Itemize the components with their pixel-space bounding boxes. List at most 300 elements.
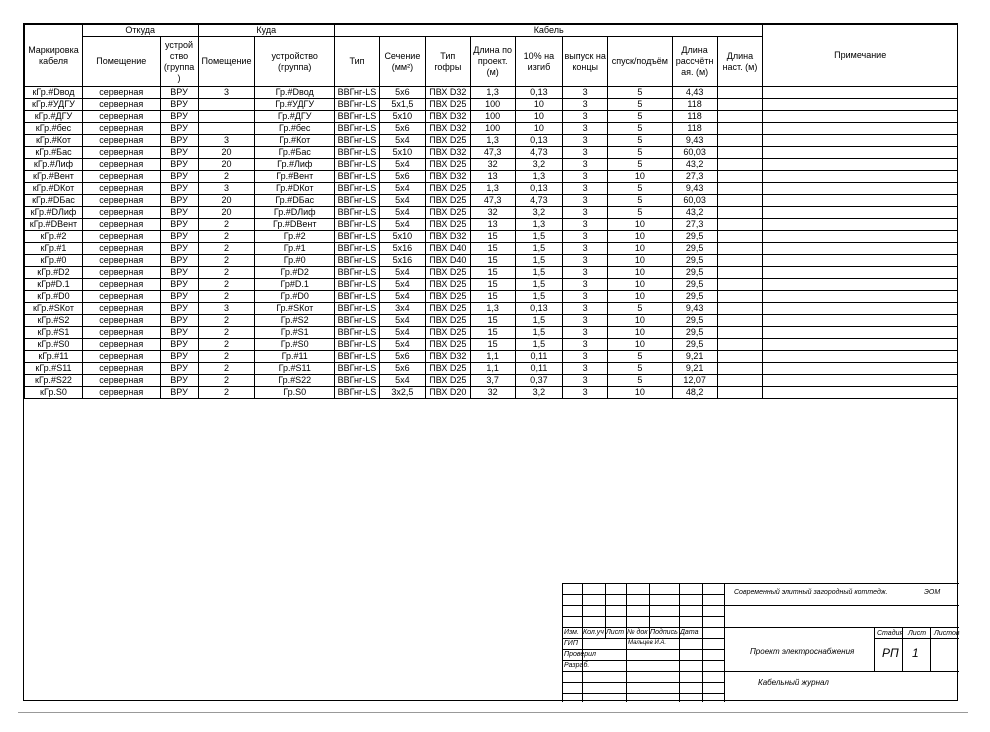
table-cell: 3	[563, 147, 608, 159]
table-cell: 4,73	[515, 195, 563, 207]
table-cell: 1,5	[515, 243, 563, 255]
table-cell-empty	[717, 327, 763, 339]
table-cell: ВРУ	[160, 267, 198, 279]
table-cell: Гр.#DКот	[255, 183, 335, 195]
stamp-stage: РП	[882, 646, 899, 660]
table-cell-empty	[717, 231, 763, 243]
table-cell-empty	[717, 111, 763, 123]
table-cell: 3х2,5	[379, 387, 425, 399]
table-cell: 3	[563, 135, 608, 147]
table-cell: 0,37	[515, 375, 563, 387]
table-cell: 3х4	[379, 303, 425, 315]
table-cell: 3	[563, 315, 608, 327]
table-cell: 43,2	[672, 207, 717, 219]
header-length-real: Длина наст. (м)	[717, 37, 763, 87]
table-cell: ВВГнг-LS	[335, 99, 380, 111]
table-row	[25, 291, 958, 303]
table-cell: серверная	[82, 351, 160, 363]
table-cell: серверная	[82, 315, 160, 327]
table-cell: 15	[470, 279, 515, 291]
table-cell: ВРУ	[160, 243, 198, 255]
title-block	[562, 583, 959, 702]
table-cell: 5х4	[379, 375, 425, 387]
table-cell: 0,13	[515, 87, 563, 99]
table-cell: кГр.#0	[25, 255, 83, 267]
table-cell: серверная	[82, 243, 160, 255]
header-to-room: Помещение	[198, 37, 255, 87]
table-cell: 1,3	[515, 171, 563, 183]
table-cell: 10	[608, 267, 673, 279]
table-cell: 3	[563, 279, 608, 291]
table-cell: 0,11	[515, 363, 563, 375]
table-cell: Гр.#SКот	[255, 303, 335, 315]
table-cell: ПВХ D40	[425, 243, 470, 255]
table-cell-remarks	[763, 291, 957, 303]
table-cell: 5	[608, 87, 673, 99]
table-cell: 20	[198, 159, 255, 171]
table-cell: 2	[198, 351, 255, 363]
stamp-sign: Подпись	[650, 629, 678, 636]
table-cell: кГр.#1	[25, 243, 83, 255]
table-cell-empty	[717, 123, 763, 135]
table-cell: 3	[563, 351, 608, 363]
header-bend: 10% на изгиб	[515, 37, 563, 87]
table-cell: ВРУ	[160, 303, 198, 315]
drawing-sheet	[23, 23, 958, 701]
table-cell-empty	[717, 375, 763, 387]
table-cell-remarks	[763, 183, 957, 195]
table-cell: 1,3	[470, 183, 515, 195]
table-cell: 5	[608, 351, 673, 363]
table-cell: Гр.#ДГУ	[255, 111, 335, 123]
table-cell: 2	[198, 339, 255, 351]
table-cell-empty	[717, 267, 763, 279]
table-cell: ВВГнг-LS	[335, 279, 380, 291]
table-cell: 5х4	[379, 279, 425, 291]
table-cell: 3	[563, 99, 608, 111]
table-cell: Гр.#Dвод	[255, 87, 335, 99]
table-cell: кГр.#11	[25, 351, 83, 363]
table-cell: 9,21	[672, 351, 717, 363]
table-row	[25, 111, 958, 123]
table-cell: кГр.#DБас	[25, 195, 83, 207]
table-cell-empty	[717, 219, 763, 231]
table-cell: ВРУ	[160, 255, 198, 267]
stamp-list: Лист	[606, 629, 625, 636]
table-cell: ПВХ D32	[425, 351, 470, 363]
table-cell: 1,3	[470, 303, 515, 315]
table-cell: Гр.#Вент	[255, 171, 335, 183]
table-cell: 3	[563, 291, 608, 303]
table-cell-empty	[717, 171, 763, 183]
table-cell: 5х4	[379, 291, 425, 303]
table-cell: 2	[198, 387, 255, 399]
table-cell: 100	[470, 111, 515, 123]
table-cell: ПВХ D20	[425, 387, 470, 399]
table-cell: серверная	[82, 123, 160, 135]
table-cell: 2	[198, 363, 255, 375]
table-cell-empty	[717, 135, 763, 147]
table-cell: 10	[608, 339, 673, 351]
table-row	[25, 159, 958, 171]
table-cell: ПВХ D32	[425, 171, 470, 183]
table-cell: 5х4	[379, 207, 425, 219]
table-cell: 15	[470, 255, 515, 267]
table-row	[25, 363, 958, 375]
header-marking: Маркировка кабеля	[25, 25, 83, 87]
table-cell: ПВХ D25	[425, 291, 470, 303]
table-cell: ВВГнг-LS	[335, 351, 380, 363]
table-cell: 1,1	[470, 363, 515, 375]
table-cell: кГр#D.1	[25, 279, 83, 291]
table-cell: 5	[608, 207, 673, 219]
table-cell: 10	[515, 99, 563, 111]
table-row	[25, 279, 958, 291]
table-cell-empty	[717, 291, 763, 303]
table-row	[25, 183, 958, 195]
table-cell: 3	[563, 183, 608, 195]
table-cell: ВВГнг-LS	[335, 291, 380, 303]
table-cell: 5	[608, 303, 673, 315]
table-cell-empty	[717, 363, 763, 375]
table-cell-remarks	[763, 243, 957, 255]
table-cell: 5	[608, 111, 673, 123]
table-cell-remarks	[763, 207, 957, 219]
stamp-izm: Изм.	[564, 629, 579, 636]
table-cell: 3	[198, 87, 255, 99]
table-cell: ВВГнг-LS	[335, 111, 380, 123]
header-updown: спуск/подъём	[608, 37, 673, 87]
cable-journal-table	[24, 24, 957, 399]
table-cell: Гр.#S2	[255, 315, 335, 327]
table-cell: 118	[672, 123, 717, 135]
table-cell: 10	[608, 387, 673, 399]
table-cell: ПВХ D25	[425, 339, 470, 351]
table-cell: ВРУ	[160, 279, 198, 291]
table-cell: 2	[198, 315, 255, 327]
table-cell: 13	[470, 219, 515, 231]
table-cell: 10	[608, 291, 673, 303]
table-cell: серверная	[82, 195, 160, 207]
table-cell: 3	[563, 219, 608, 231]
table-cell: серверная	[82, 291, 160, 303]
table-cell: ВВГнг-LS	[335, 255, 380, 267]
table-cell: ВВГнг-LS	[335, 159, 380, 171]
table-cell: серверная	[82, 159, 160, 171]
table-cell: кГр.#S1	[25, 327, 83, 339]
table-cell: 3,7	[470, 375, 515, 387]
table-cell: серверная	[82, 375, 160, 387]
table-row	[25, 195, 958, 207]
table-cell: серверная	[82, 279, 160, 291]
table-cell: 32	[470, 207, 515, 219]
table-cell-remarks	[763, 363, 957, 375]
table-cell: Гр.#Бас	[255, 147, 335, 159]
table-cell: 13	[470, 171, 515, 183]
table-cell: ПВХ D25	[425, 207, 470, 219]
table-cell: ВРУ	[160, 111, 198, 123]
table-cell: кГр.#бес	[25, 123, 83, 135]
table-cell: ПВХ D25	[425, 279, 470, 291]
table-cell: ВВГнг-LS	[335, 375, 380, 387]
table-cell-remarks	[763, 147, 957, 159]
table-cell: ВВГнг-LS	[335, 219, 380, 231]
table-cell: 1,5	[515, 267, 563, 279]
table-cell: ВВГнг-LS	[335, 183, 380, 195]
table-cell-empty	[717, 243, 763, 255]
table-cell: серверная	[82, 147, 160, 159]
table-row	[25, 315, 958, 327]
table-row	[25, 255, 958, 267]
table-cell: 5	[608, 159, 673, 171]
table-cell: Гр.#S0	[255, 339, 335, 351]
table-cell: 5	[608, 195, 673, 207]
table-cell-empty	[717, 87, 763, 99]
table-cell: Гр.#2	[255, 231, 335, 243]
table-cell: серверная	[82, 219, 160, 231]
table-cell: 15	[470, 231, 515, 243]
table-cell: 5х10	[379, 231, 425, 243]
table-cell: 29,5	[672, 243, 717, 255]
table-cell: кГр.S0	[25, 387, 83, 399]
table-cell: кГр.#D0	[25, 291, 83, 303]
table-cell-remarks	[763, 111, 957, 123]
table-cell: 27,3	[672, 171, 717, 183]
table-cell-remarks	[763, 219, 957, 231]
table-cell: ВРУ	[160, 99, 198, 111]
table-cell: ВРУ	[160, 375, 198, 387]
table-cell: серверная	[82, 231, 160, 243]
table-cell: 3	[563, 327, 608, 339]
table-cell: ПВХ D25	[425, 159, 470, 171]
table-cell: ВРУ	[160, 159, 198, 171]
table-cell: ВРУ	[160, 123, 198, 135]
table-cell: 10	[515, 123, 563, 135]
table-cell: 60,03	[672, 195, 717, 207]
header-length-proj: Длина по проект. (м)	[470, 37, 515, 87]
table-cell: Гр.#Лиф	[255, 159, 335, 171]
table-cell: ПВХ D25	[425, 195, 470, 207]
stamp-doc-name: Кабельный журнал	[758, 678, 829, 687]
table-cell: 15	[470, 243, 515, 255]
table-cell: 3	[563, 267, 608, 279]
table-cell-remarks	[763, 315, 957, 327]
table-cell: кГр.#Лиф	[25, 159, 83, 171]
table-cell: кГр.#S22	[25, 375, 83, 387]
table-cell-empty	[717, 207, 763, 219]
table-cell: 0,13	[515, 135, 563, 147]
header-from-device: устрой ство (группа )	[160, 37, 198, 87]
table-cell: 100	[470, 99, 515, 111]
table-cell: 3	[563, 123, 608, 135]
table-cell: 3	[563, 303, 608, 315]
table-cell: 2	[198, 291, 255, 303]
table-cell: кГр.#SКот	[25, 303, 83, 315]
table-cell: ВРУ	[160, 183, 198, 195]
table-cell: 3	[198, 135, 255, 147]
table-cell-remarks	[763, 327, 957, 339]
table-cell: 20	[198, 147, 255, 159]
table-cell: ПВХ D25	[425, 315, 470, 327]
table-cell: кГр.#Вент	[25, 171, 83, 183]
table-cell: Гр.#Кот	[255, 135, 335, 147]
table-cell: Гр.#УДГУ	[255, 99, 335, 111]
table-cell: 4,43	[672, 87, 717, 99]
table-cell: 29,5	[672, 315, 717, 327]
stamp-code: ЭОМ	[924, 589, 941, 596]
table-cell: кГр.#S2	[25, 315, 83, 327]
table-cell: 5х6	[379, 363, 425, 375]
table-cell: 5х16	[379, 255, 425, 267]
table-row	[25, 351, 958, 363]
table-cell: 15	[470, 327, 515, 339]
stamp-sheet-header: Лист	[908, 630, 927, 637]
table-cell: 10	[608, 231, 673, 243]
table-cell: 32	[470, 159, 515, 171]
table-cell: ПВХ D25	[425, 363, 470, 375]
table-cell: 3	[563, 339, 608, 351]
table-cell: 5	[608, 147, 673, 159]
table-cell: 29,5	[672, 279, 717, 291]
table-cell: кГр.#ДГУ	[25, 111, 83, 123]
table-cell-remarks	[763, 231, 957, 243]
stamp-kol: Кол.уч	[583, 629, 604, 636]
stamp-date: Дата	[680, 629, 699, 636]
table-cell: 27,3	[672, 219, 717, 231]
header-section: Сечение (мм²)	[379, 37, 425, 87]
table-cell: кГр.#DВент	[25, 219, 83, 231]
table-cell: 3	[563, 387, 608, 399]
table-cell: 29,5	[672, 255, 717, 267]
table-cell: 10	[608, 243, 673, 255]
table-row	[25, 171, 958, 183]
table-cell: 3	[563, 243, 608, 255]
table-cell-remarks	[763, 351, 957, 363]
table-cell: 2	[198, 171, 255, 183]
table-cell: 20	[198, 207, 255, 219]
table-cell: Гр.#D2	[255, 267, 335, 279]
header-type: Тип	[335, 37, 380, 87]
table-cell: 3,2	[515, 159, 563, 171]
table-cell: серверная	[82, 99, 160, 111]
table-cell: серверная	[82, 255, 160, 267]
table-cell: 15	[470, 291, 515, 303]
table-cell: 5х4	[379, 219, 425, 231]
table-cell: 9,43	[672, 135, 717, 147]
header-from: Откуда	[82, 25, 198, 37]
table-cell: 3	[563, 87, 608, 99]
stamp-gip: ГИП	[564, 640, 578, 647]
table-cell: 100	[470, 123, 515, 135]
table-cell: Гр.#1	[255, 243, 335, 255]
table-cell: ВВГнг-LS	[335, 123, 380, 135]
table-cell: 1,5	[515, 279, 563, 291]
table-cell: ПВХ D25	[425, 99, 470, 111]
table-cell	[198, 99, 255, 111]
table-cell: ВРУ	[160, 231, 198, 243]
table-cell: Гр.#S22	[255, 375, 335, 387]
table-cell: 2	[198, 375, 255, 387]
table-row	[25, 303, 958, 315]
table-cell: ПВХ D32	[425, 123, 470, 135]
table-cell: 5х4	[379, 327, 425, 339]
table-cell: Гр.S0	[255, 387, 335, 399]
table-cell: серверная	[82, 87, 160, 99]
table-cell: серверная	[82, 171, 160, 183]
table-cell: 0,13	[515, 183, 563, 195]
table-cell: 5х6	[379, 123, 425, 135]
table-cell: 0,13	[515, 303, 563, 315]
table-cell: 47,3	[470, 147, 515, 159]
table-cell-remarks	[763, 171, 957, 183]
table-cell: 3	[563, 375, 608, 387]
table-cell: 5х4	[379, 267, 425, 279]
table-cell-remarks	[763, 387, 957, 399]
table-cell: кГр.#DЛиф	[25, 207, 83, 219]
table-row	[25, 147, 958, 159]
table-cell: 2	[198, 231, 255, 243]
table-cell: Гр.#S1	[255, 327, 335, 339]
table-cell: 3	[563, 231, 608, 243]
table-cell: ВРУ	[160, 135, 198, 147]
table-cell: ВВГнг-LS	[335, 147, 380, 159]
table-cell-empty	[717, 183, 763, 195]
header-cable: Кабель	[335, 25, 763, 37]
table-cell: серверная	[82, 303, 160, 315]
table-cell: 47,3	[470, 195, 515, 207]
table-cell-empty	[717, 351, 763, 363]
table-cell: ВВГнг-LS	[335, 87, 380, 99]
table-cell: 15	[470, 267, 515, 279]
table-cell-empty	[717, 315, 763, 327]
table-cell: кГр.#DКот	[25, 183, 83, 195]
table-cell-empty	[717, 159, 763, 171]
header-conduit: Тип гофры	[425, 37, 470, 87]
header-from-room: Помещение	[82, 37, 160, 87]
table-cell: 5	[608, 135, 673, 147]
table-cell-empty	[717, 195, 763, 207]
table-cell-remarks	[763, 267, 957, 279]
table-cell: 15	[470, 339, 515, 351]
table-cell: 10	[608, 255, 673, 267]
table-cell: 3	[198, 183, 255, 195]
table-row	[25, 87, 958, 99]
table-body	[25, 87, 958, 399]
page-bottom-line	[18, 712, 968, 713]
table-cell: ПВХ D25	[425, 303, 470, 315]
table-cell: 5х16	[379, 243, 425, 255]
table-cell: 29,5	[672, 327, 717, 339]
table-cell: кГр.#S11	[25, 363, 83, 375]
table-row	[25, 231, 958, 243]
table-cell: 29,5	[672, 291, 717, 303]
table-cell: 10	[608, 315, 673, 327]
table-cell-remarks	[763, 279, 957, 291]
table-cell: 2	[198, 255, 255, 267]
table-cell: ВРУ	[160, 207, 198, 219]
stamp-project: Проект электроснабжения	[750, 647, 855, 656]
table-cell: 29,5	[672, 267, 717, 279]
stamp-ndoc: № док	[627, 629, 648, 636]
table-cell: серверная	[82, 135, 160, 147]
table-cell: ПВХ D25	[425, 267, 470, 279]
table-cell: серверная	[82, 363, 160, 375]
table-cell: ВРУ	[160, 171, 198, 183]
stamp-stage-header: Стадия	[877, 630, 904, 637]
table-cell-remarks	[763, 123, 957, 135]
table-cell: Гр.#D0	[255, 291, 335, 303]
table-row	[25, 339, 958, 351]
